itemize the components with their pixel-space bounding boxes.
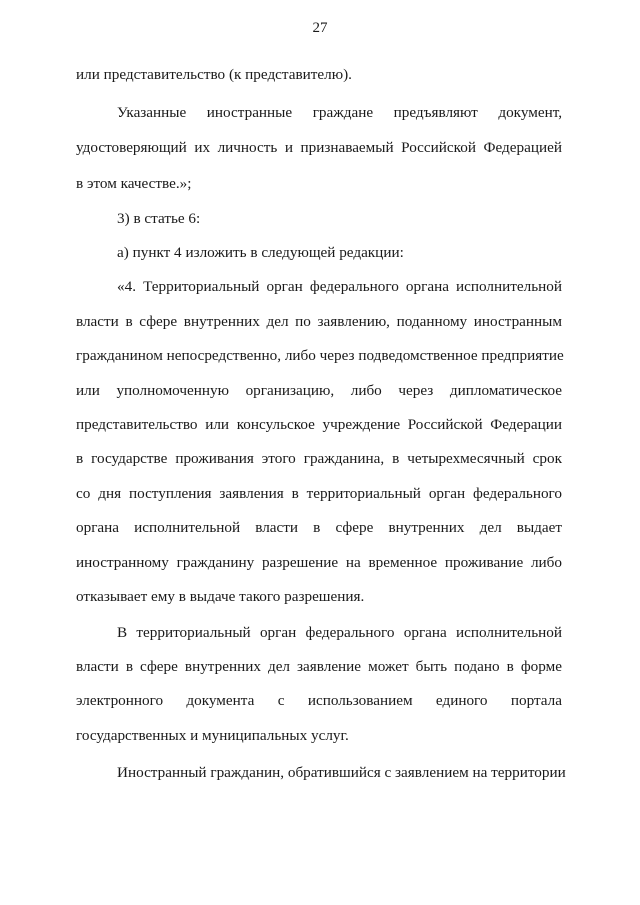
text-line: власти в сфере внутренних дел заявление может быть подано в форме: [76, 658, 562, 675]
text-line: гражданином непосредственно, либо через подведомственное предприятие: [76, 347, 564, 364]
text-line: со дня поступления заявления в территориальный орган федерального: [76, 485, 562, 502]
text-line: государственных и муниципальных услуг.: [76, 727, 349, 744]
text-line: «4. Территориальный орган федерального органа исполнительной: [117, 278, 562, 295]
text-line: отказывает ему в выдаче такого разрешения.: [76, 588, 365, 605]
text-line: Указанные иностранные граждане предъявляют документ,: [117, 104, 562, 121]
text-line: в этом качестве.»;: [76, 175, 192, 192]
text-line: удостоверяющий их личность и признаваемый Российской Федерацией: [76, 139, 562, 156]
text-line: 3) в статье 6:: [117, 210, 201, 227]
text-line: электронного документа с использованием единого портала: [76, 692, 562, 709]
text-line: В территориальный орган федерального органа исполнительной: [117, 624, 562, 641]
text-line: Иностранный гражданин, обратившийся с заявлением на территории: [117, 764, 566, 781]
text-line: органа исполнительной власти в сфере внутренних дел выдает: [76, 519, 562, 536]
text-line: в государстве проживания этого гражданина, в четырехмесячный срок: [76, 450, 562, 467]
page-number: 27: [312, 20, 328, 36]
text-line: а) пункт 4 изложить в следующей редакции:: [117, 244, 404, 261]
text-line: представительство или консульское учреждение Российской Федерации: [76, 416, 562, 433]
text-line: или уполномоченную организацию, либо через дипломатическое: [76, 382, 562, 399]
text-line: иностранному гражданину разрешение на временное проживание либо: [76, 554, 562, 571]
text-line: власти в сфере внутренних дел по заявлению, поданному иностранным: [76, 313, 562, 330]
text-line: или представительство (к представителю).: [76, 66, 352, 83]
